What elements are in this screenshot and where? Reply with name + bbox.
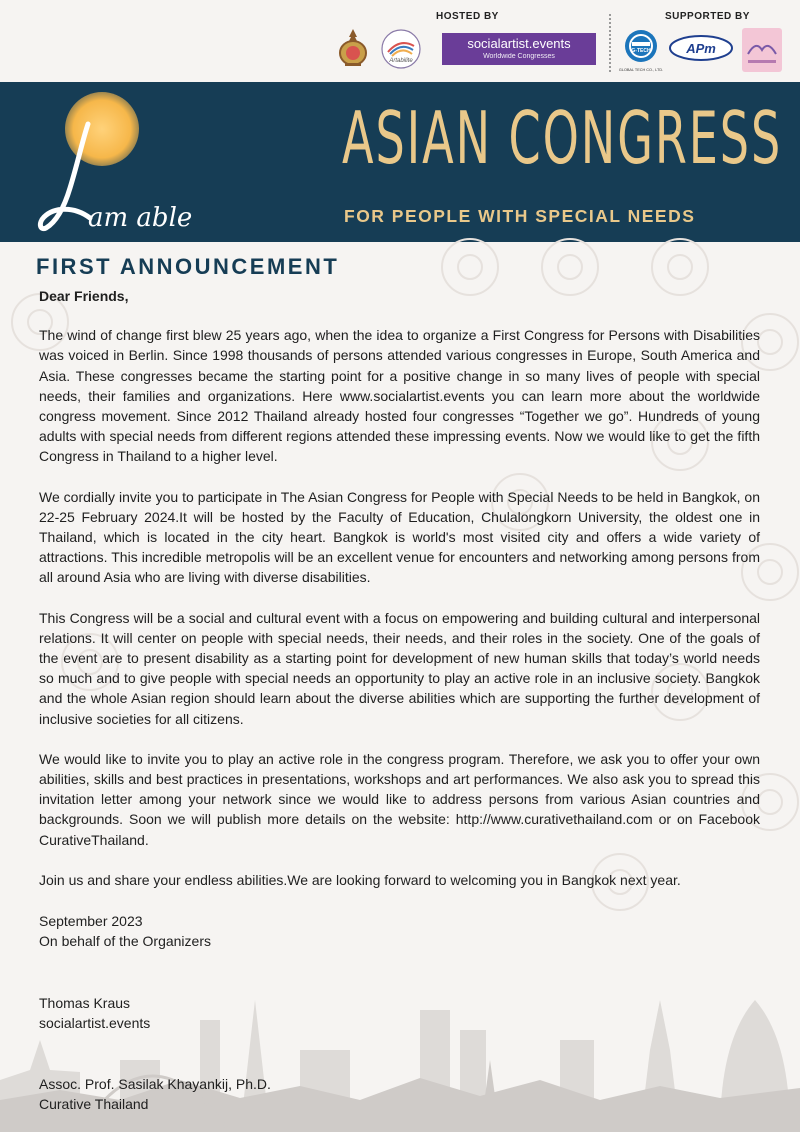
letter-paragraph-history: The wind of change first blew 25 years ago, when the idea to organize a First Congress for Persons with Disabilities was voiced in Berlin. Since 1998 thousands of persons attended various congresses in Europe, South America and Asia. These congresses became the starting point for a positive change in so many lives of people with special needs, their families and organizations. Here www.socialartist.events you can learn more about the worldwide congress movement. Since 2012 Thailand already hosted four congresses “Together we go”. Hundreds of young adults with special needs from different regions attended these impressing events. Now we would like to get the fifth Congress in Thailand to a higher level. — [39, 327, 760, 465]
faculty-logo-text: Artabilite — [389, 58, 413, 64]
gtech-logo-caption: GLOBAL TECH CO., LTD. — [618, 68, 664, 72]
signatory-1-org: socialartist.events — [39, 1015, 151, 1032]
chulalongkorn-seal-logo — [336, 27, 370, 67]
socialartist-logo-title: socialartist.events — [467, 36, 571, 51]
socialartist-logo-subtitle: Worldwide Congresses — [483, 53, 555, 60]
congress-subtitle: FOR PEOPLE WITH SPECIAL NEEDS — [344, 206, 696, 226]
congress-banner — [0, 82, 800, 242]
letter-paragraph-closing: Join us and share your endless abilities.We are looking forward to welcoming you in Bangkok next year. — [39, 871, 681, 888]
socialartist-logo — [442, 33, 596, 65]
letter-date: September 2023 — [39, 913, 143, 929]
letter-paragraph-goals: This Congress will be a social and cultural event with a focus on empowering and building cultural and interpersonal relations. It will center on people with special needs, their needs, and their roles in the society. One of the goals of the event are to present disability as a starting point for development of new human skills that today’s world needs so much and to give people with special needs an opportunity to play an active role in an inclusive society. Bangkok and the whole Asian region should learn about the diverse abilities which are supporting the further development of inclusive societies for all citizens. — [39, 609, 760, 727]
signatory-2-name: Assoc. Prof. Sasilak Khayankij, Ph.D. — [39, 1076, 271, 1092]
signatory-1-name: Thomas Kraus — [39, 995, 131, 1011]
signatory-2 — [39, 1074, 439, 1114]
i-am-able-logo-text: am able — [88, 203, 193, 233]
letter-body — [39, 286, 760, 890]
announcement-heading: FIRST ANNOUNCEMENT — [36, 254, 340, 279]
signatory-1 — [39, 993, 439, 1033]
congress-title: ASIAN CONGRESS — [342, 96, 783, 180]
sponsor-divider — [609, 14, 611, 72]
gtech-logo-text: G-TECH — [631, 48, 651, 54]
letter-paragraph-call-to-action: We would like to invite you to play an active role in the congress program. Therefore, we ask you to offer your own abilities, skills and best practices in presentations, workshops and art performances. We also ask you to spread this invitation letter among your network since we would like to address persons from various Asian countries and backgrounds. Soon we will publish more details on the website: http://www.curativethailand.com or on Facebook CurativeThailand. — [39, 750, 760, 848]
hosted-by-label: HOSTED BY — [436, 11, 499, 22]
signatory-2-org: Curative Thailand — [39, 1096, 149, 1113]
letter-date-block — [39, 911, 439, 951]
apm-logo-text: APm — [686, 41, 716, 56]
apm-logo — [668, 34, 734, 62]
i-am-able-logo — [30, 102, 193, 237]
supported-by-label: SUPPORTED BY — [665, 11, 750, 22]
letter-on-behalf: On behalf of the Organizers — [39, 933, 211, 950]
letter-paragraph-invitation: We cordially invite you to participate in The Asian Congress for People with Special Needs to be held in Bangkok, on 22-25 February 2024.It will be hosted by the Faculty of Education, Chulalongkorn University, the oldest one in Thailand, which is located in the city heart. Bangkok is world's most visited city and offers a wide variety of attractions. This incredible metropolis will be an excellent venue for encounters and networking among persons from all around Asia who are living with diverse disabilities. — [39, 488, 760, 586]
faculty-logo — [380, 28, 422, 70]
letter-greeting: Dear Friends, — [39, 288, 129, 304]
sponsor-bar — [0, 0, 800, 82]
partner-logo — [742, 28, 782, 72]
gtech-logo — [618, 28, 664, 74]
